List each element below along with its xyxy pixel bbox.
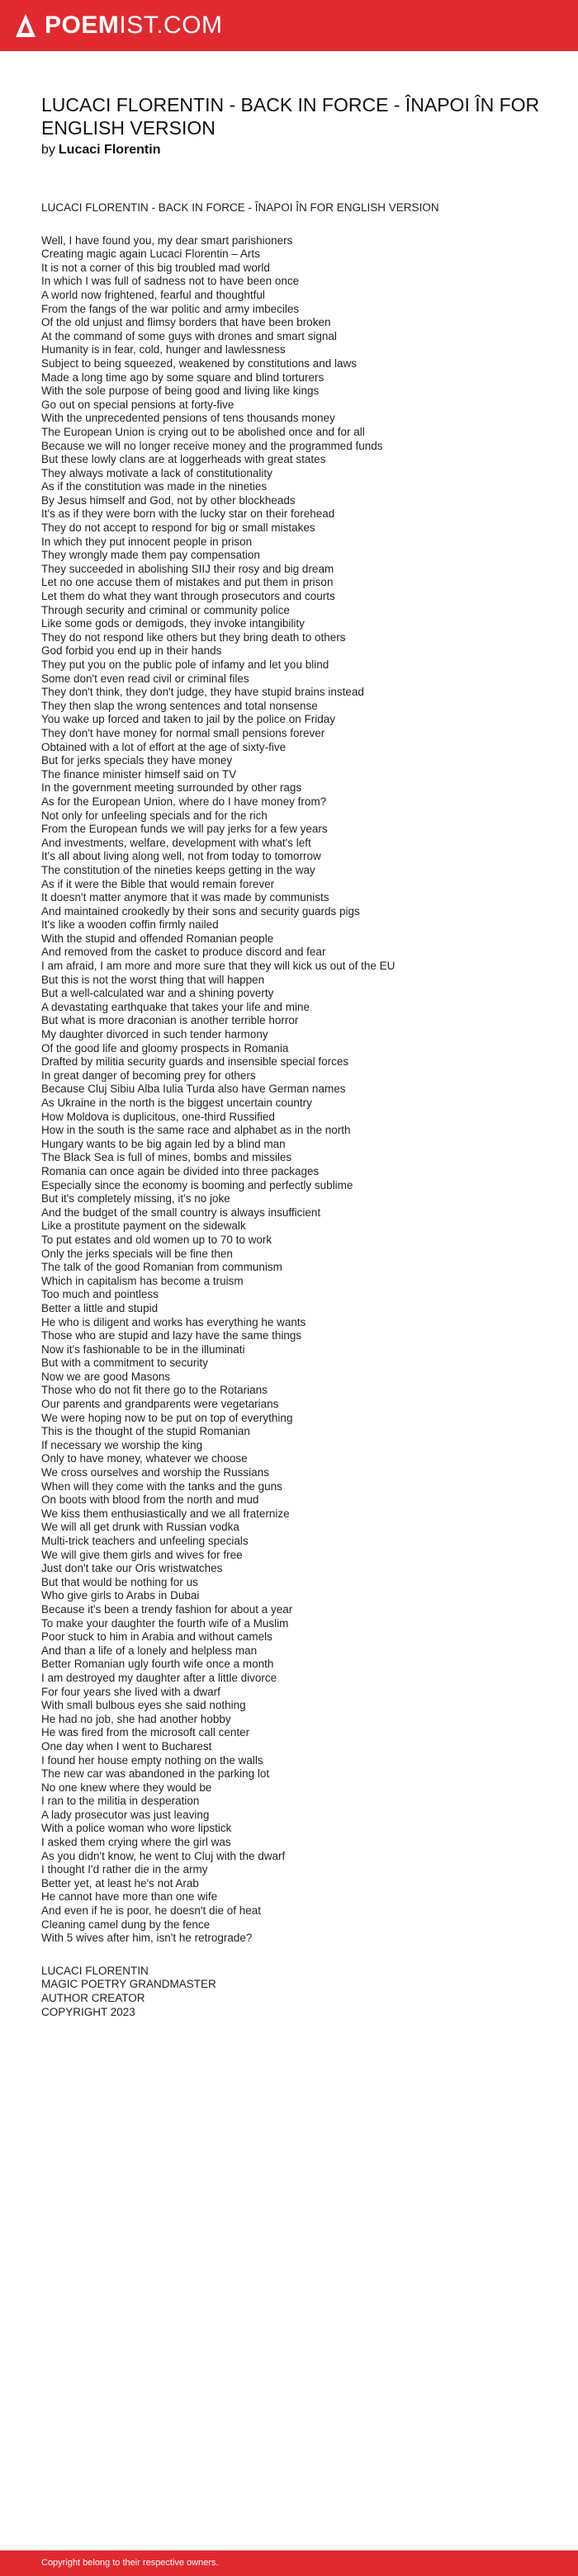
- poem-line: And than a life of a lonely and helpless man: [41, 1644, 258, 1657]
- poem-line: They succeeded in abolishing SIIJ their rosy and big dream: [41, 562, 334, 575]
- poem-line: As you didn't know, he went to Cluj with the dwarf: [41, 1849, 286, 1862]
- poem-line: Too much and pointless: [41, 1288, 159, 1301]
- poem-line: They don't have money for normal small pensions forever: [41, 726, 325, 739]
- poem-line: And maintained crookedly by their sons and security guards pigs: [41, 904, 360, 918]
- poem-subtitle: LUCACI FLORENTIN - BACK IN FORCE - ÎNAPOI ÎN FOR ENGLISH VERSION: [41, 201, 439, 214]
- poem-line: And investments, welfare, development with what's left: [41, 836, 311, 849]
- poem-line: God forbid you end up in their hands: [41, 644, 222, 658]
- poem-line: They then slap the wrong sentences and total nonsense: [41, 699, 318, 712]
- poem-line: Drafted by militia security guards and insensible special forces: [41, 1055, 349, 1069]
- poem-line: Because we will no longer receive money and the programmed funds: [41, 439, 383, 452]
- poem-line: I thought I'd rather die in the army: [41, 1863, 208, 1876]
- poem-line: They wrongly made them pay compensation: [41, 549, 260, 562]
- poem-line: But what is more draconian is another terrible horror: [41, 1014, 299, 1027]
- poem-line: A lady prosecutor was just leaving: [41, 1808, 210, 1821]
- poem-line: Those who do not fit there go to the Rotarians: [41, 1384, 268, 1397]
- stanza-gap: [41, 1946, 553, 1965]
- poem-line: Romania can once again be divided into three packages: [41, 1164, 320, 1177]
- poem-line: We will all get drunk with Russian vodka: [41, 1521, 239, 1534]
- poem-line: The finance minister himself said on TV: [41, 767, 237, 781]
- poem-line: He who is diligent and works has everything he wants: [41, 1315, 306, 1328]
- poem-line: With 5 wives after him, isn't he retrograde?: [41, 1932, 253, 1945]
- signature-line: COPYRIGHT 2023: [41, 2005, 135, 2018]
- poem-line: With a police woman who wore lipstick: [41, 1822, 232, 1835]
- poem-line: Let no one accuse them of mistakes and put them in prison: [41, 576, 334, 589]
- poem-line: They always motivate a lack of constitutionality: [41, 466, 272, 479]
- poem-line: Some don't even read civil or criminal files: [41, 672, 249, 685]
- poem-line: He had no job, she had another hobby: [41, 1712, 231, 1725]
- poem-line: Subject to being squeezed, weakened by constitutions and laws: [41, 356, 358, 370]
- poem-line: It is not a corner of this big troubled mad world: [41, 261, 270, 274]
- poem-line: With the unprecedented pensions of tens thousands money: [41, 412, 335, 425]
- poem-line: Well, I have found you, my dear smart parishioners: [41, 234, 293, 247]
- poem-line: The Black Sea is full of mines, bombs and missiles: [41, 1151, 292, 1164]
- poem-line: And removed from the casket to produce discord and fear: [41, 946, 326, 959]
- poem-line: Only the jerks specials will be fine then: [41, 1247, 233, 1260]
- poem-line: Like some gods or demigods, they invoke intangibility: [41, 617, 305, 630]
- poem-line: But for jerks specials they have money: [41, 754, 233, 767]
- poem-line: With small bulbous eyes she said nothing: [41, 1699, 246, 1712]
- poem-line: Better Romanian ugly fourth wife once a month: [41, 1658, 274, 1671]
- poem-line: Because Cluj Sibiu Alba Iulia Turda also have German names: [41, 1083, 346, 1096]
- poem-line: If necessary we worship the king: [41, 1438, 203, 1451]
- poem-line: With the sole purpose of being good and living like kings: [41, 385, 320, 398]
- poem-line: But with a commitment to security: [41, 1356, 208, 1370]
- byline: [41, 142, 160, 158]
- by-label: by: [41, 143, 55, 157]
- poem-line: Now we are good Masons: [41, 1370, 171, 1383]
- poem-line: To make your daughter the fourth wife of a Muslim: [41, 1616, 289, 1630]
- logo-brand: POEM: [45, 12, 120, 39]
- poem-line: It's like a wooden coffin firmly nailed: [41, 918, 219, 932]
- poem-line: Obtained with a lot of effort at the age of sixty-five: [41, 740, 287, 753]
- poem-line: Made a long time ago by some square and blind torturers: [41, 370, 325, 384]
- poem-line: It's all about living along well, not from today to tomorrow: [41, 850, 321, 863]
- site-logo[interactable]: [15, 12, 223, 40]
- poem-line: One day when I went to Bucharest: [41, 1739, 212, 1753]
- poem-line: Cleaning camel dung by the fence: [41, 1918, 211, 1931]
- poem-line: A world now frightened, fearful and thoughtful: [41, 288, 265, 301]
- poem-line: I found her house empty nothing on the walls: [41, 1753, 263, 1767]
- logo-suffix: IST.COM: [119, 12, 223, 39]
- poem-line: In which they put innocent people in prison: [41, 535, 253, 548]
- poem-line: Let them do what they want through prosecutors and courts: [41, 590, 335, 603]
- poem-line: The talk of the good Romanian from communism: [41, 1261, 282, 1274]
- poem-line: How Moldova is duplicitous, one-third Russified: [41, 1110, 275, 1123]
- poem-line: We kiss them enthusiastically and we all fraternize: [41, 1507, 290, 1520]
- poem-line: But a well-calculated war and a shining poverty: [41, 987, 274, 1000]
- poem-line: They do not respond like others but they bring death to others: [41, 630, 346, 644]
- poem-line: I am destroyed my daughter after a little divorce: [41, 1671, 277, 1684]
- poem-line: He was fired from the microsoft call center: [41, 1726, 250, 1739]
- poem-line: Better yet, at least he's not Arab: [41, 1876, 199, 1890]
- poem-line: By Jesus himself and God, not by other blockheads: [41, 493, 296, 507]
- poem-line: Humanity is in fear, cold, hunger and lawlessness: [41, 343, 286, 356]
- poem-line: As if the constitution was made in the nineties: [41, 480, 268, 493]
- signature-line: AUTHOR CREATOR: [41, 1992, 145, 2004]
- poem-line: When will they come with the tanks and the guns: [41, 1479, 282, 1493]
- poem-line: Just don't take our Oris wristwatches: [41, 1562, 223, 1575]
- poem-line: And even if he is poor, he doesn't die of heat: [41, 1904, 262, 1918]
- poem-line: We will give them girls and wives for free: [41, 1548, 243, 1561]
- poem-line: Poor stuck to him in Arabia and without camels: [41, 1630, 272, 1644]
- poem-line: For four years she lived with a dwarf: [41, 1685, 220, 1698]
- poem-line: Hungary wants to be big again led by a blind man: [41, 1137, 286, 1150]
- poem-line: In which I was full of sadness not to have been once: [41, 275, 300, 288]
- poem-line: My daughter divorced in such tender harmony: [41, 1028, 268, 1041]
- poem-line: The European Union is crying out to be abolished once and for all: [41, 425, 365, 438]
- poem-line: Especially since the economy is booming and perfectly sublime: [41, 1178, 353, 1191]
- poem-line: As for the European Union, where do I have money from?: [41, 795, 327, 808]
- poem-line: I am afraid, I am more and more sure that they will kick us out of the EU: [41, 960, 396, 973]
- poem-line: Now it's fashionable to be in the illuminati: [41, 1342, 245, 1356]
- poem-line: Of the good life and gloomy prospects in Romania: [41, 1041, 289, 1054]
- signature-line: MAGIC POETRY GRANDMASTER: [41, 1978, 216, 1991]
- poem-line: Creating magic again Lucaci Florentin – Arts: [41, 248, 260, 261]
- poem-line: But that would be nothing for us: [41, 1575, 198, 1588]
- poem-line: Which in capitalism has become a truism: [41, 1274, 244, 1287]
- poem-line: And the budget of the small country is always insufficient: [41, 1205, 321, 1219]
- site-header: [0, 0, 578, 51]
- poem-line: They do not accept to respond for big or small mistakes: [41, 521, 315, 535]
- poem-line: He cannot have more than one wife: [41, 1890, 218, 1904]
- stanza-gap: [41, 215, 553, 234]
- poem-line: Those who are stupid and lazy have the same things: [41, 1329, 302, 1342]
- poem-line: In the government meeting surrounded by other rags: [41, 781, 302, 795]
- poemist-logo-icon: [15, 13, 36, 38]
- poem-line: You wake up forced and taken to jail by the police on Friday: [41, 713, 335, 726]
- poem-line: Because it's been a trendy fashion for about a year: [41, 1602, 293, 1616]
- poem-line: On boots with blood from the north and mud: [41, 1493, 259, 1507]
- poem-line: As Ukraine in the north is the biggest uncertain country: [41, 1097, 312, 1109]
- poem-line: But this is not the worst thing that will happen: [41, 973, 265, 986]
- poem-line: Go out on special pensions at forty-five: [41, 398, 235, 411]
- poem-line: This is the thought of the stupid Romanian: [41, 1425, 250, 1438]
- poem-line: They put you on the public pole of infamy and let you blind: [41, 658, 329, 671]
- poem-line: Better a little and stupid: [41, 1301, 159, 1314]
- poem-line: From the fangs of the war politic and army imbeciles: [41, 302, 300, 315]
- poem-line: Only to have money, whatever we choose: [41, 1452, 248, 1465]
- poem-line: Not only for unfeeling specials and for the rich: [41, 809, 268, 822]
- poem-body: [41, 201, 553, 2019]
- poem-line: We cross ourselves and worship the Russians: [41, 1466, 269, 1479]
- poem-line: The new car was abandoned in the parking lot: [41, 1767, 270, 1781]
- poem-line: They don't think, they don't judge, they have stupid brains instead: [41, 686, 364, 699]
- author-link[interactable]: Lucaci Florentin: [58, 143, 161, 157]
- poem-line: I ran to the militia in desperation: [41, 1795, 200, 1808]
- poem-line: Through security and criminal or community police: [41, 603, 290, 616]
- poem-line: In great danger of becoming prey for others: [41, 1069, 256, 1082]
- poem-line: As if it were the Bible that would remain forever: [41, 877, 275, 890]
- poem-line: Our parents and grandparents were vegetarians: [41, 1398, 279, 1411]
- poem-line: But these lowly clans are at loggerheads with great states: [41, 453, 326, 466]
- poem-line: Of the old unjust and flimsy borders that have been broken: [41, 316, 331, 329]
- poem-line: From the European funds we will pay jerks for a few years: [41, 823, 328, 836]
- poem-line: A devastating earthquake that takes your life and mine: [41, 1000, 310, 1013]
- logo-wordmark: [45, 12, 223, 40]
- poem-line: It doesn't matter anymore that it was made by communists: [41, 891, 329, 904]
- signature-line: LUCACI FLORENTIN: [41, 1964, 149, 1977]
- poem-line: To put estates and old women up to 70 to work: [41, 1233, 272, 1246]
- poem-line: Like a prostitute payment on the sidewalk: [41, 1220, 246, 1233]
- footer-copyright: Copyright belong to their respective owners.: [41, 2558, 219, 2568]
- poem-line: At the command of some guys with drones and smart signal: [41, 329, 337, 342]
- poem-line: It's as if they were born with the lucky star on their forehead: [41, 507, 335, 521]
- poem-line: But it's completely missing, it's no joke: [41, 1192, 230, 1205]
- poem-line: Multi-trick teachers and unfeeling specials: [41, 1535, 249, 1547]
- poem-line: We were hoping now to be put on top of everything: [41, 1411, 293, 1424]
- poem-line: No one knew where they would be: [41, 1781, 212, 1794]
- poem-line: With the stupid and offended Romanian people: [41, 932, 274, 945]
- poem-line: Who give girls to Arabs in Dubai: [41, 1589, 200, 1602]
- poem-line: The constitution of the nineties keeps getting in the way: [41, 863, 315, 876]
- poem-title: LUCACI FLORENTIN - BACK IN FORCE - ÎNAPOI ÎN FOR ENGLISH VERSION: [41, 94, 540, 139]
- poem-line: How in the south is the same race and alphabet as in the north: [41, 1124, 351, 1137]
- site-footer: [0, 2550, 578, 2576]
- poem-line: I asked them crying where the girl was: [41, 1836, 231, 1849]
